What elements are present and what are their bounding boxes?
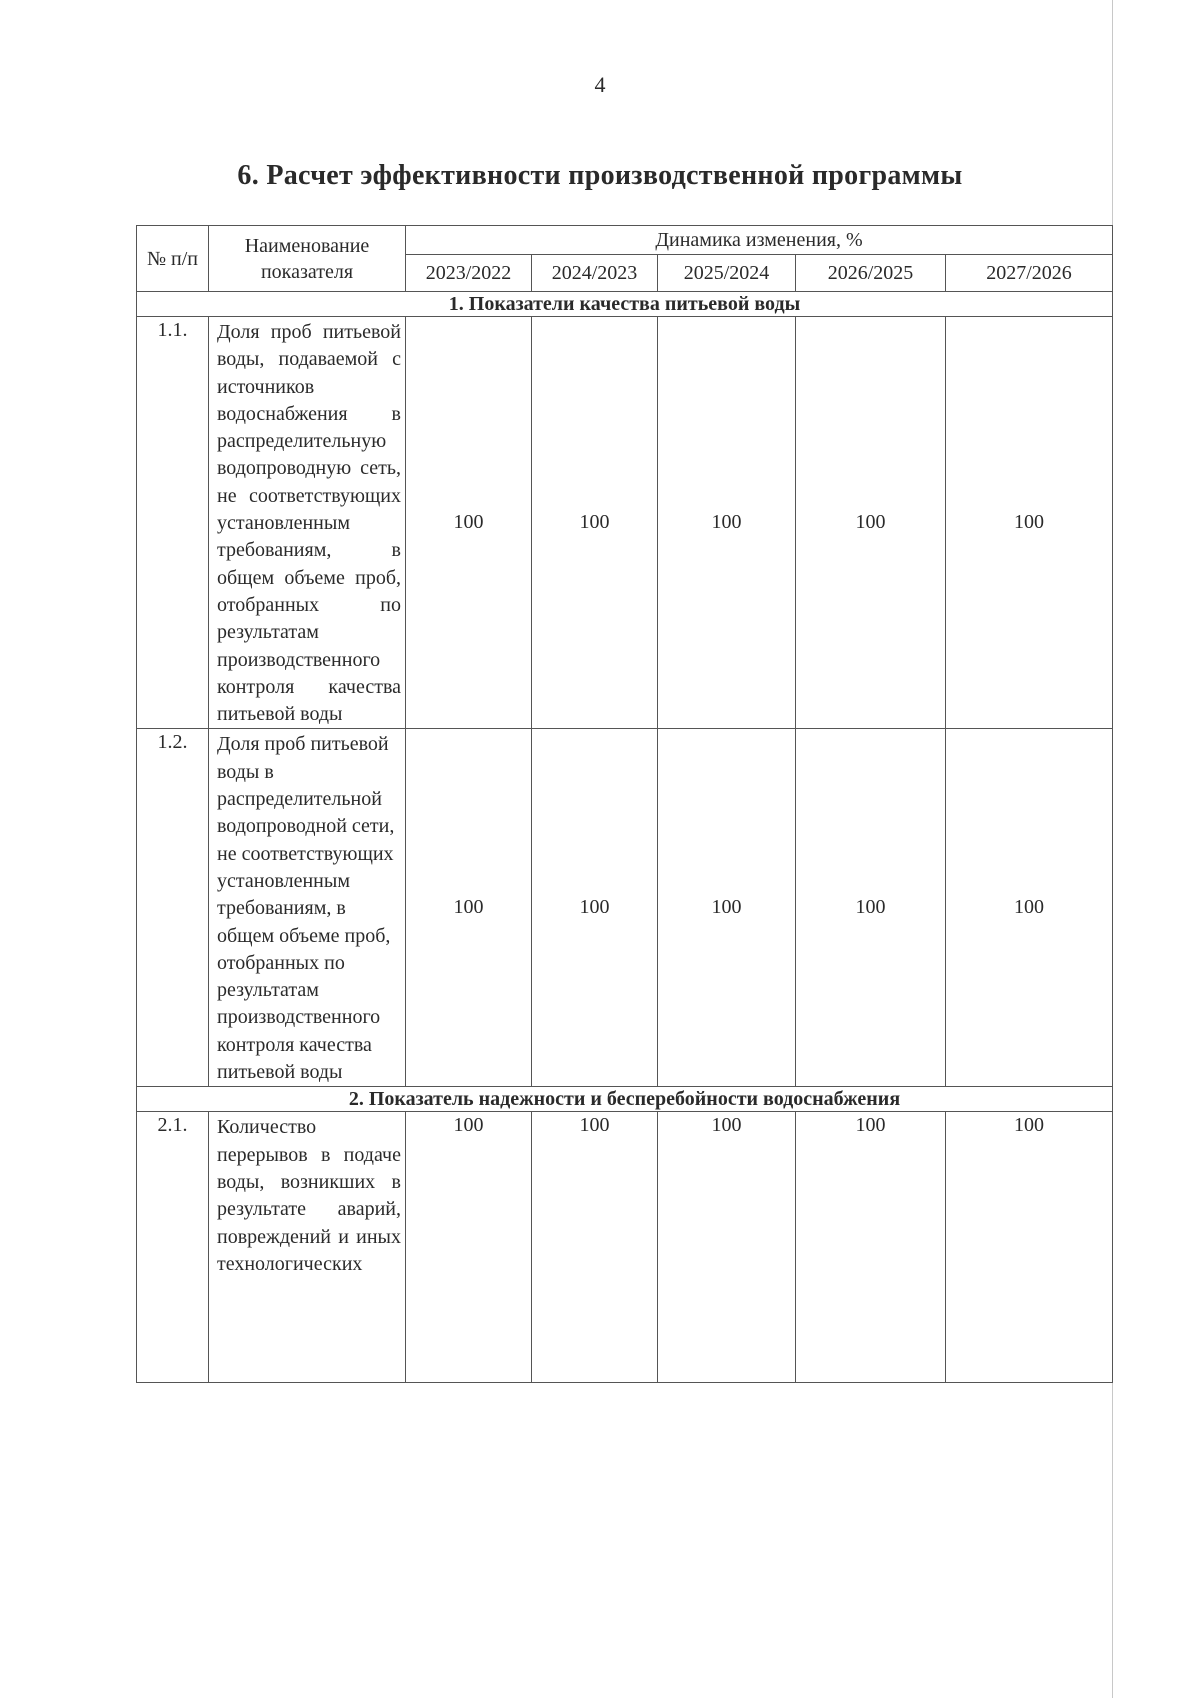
header-number: № п/п	[137, 226, 209, 292]
row-value: 100	[658, 1112, 796, 1383]
row-indicator-name: Количество перерывов в подаче воды, возникших в результате аварий, повреждений и иных технологических	[217, 1116, 401, 1275]
row-value: 100	[796, 317, 946, 729]
page-title: 6. Расчет эффективности производственной программы	[237, 160, 963, 191]
row-indicator-name: Доля проб питьевой воды, подаваемой с источников водоснабжения в распределительную водопроводную сеть, не соответствующих установленным требованиям, в общем объеме проб, отобранных по результатам производственного контроля качества питьевой воды	[209, 317, 406, 729]
row-value: 100	[796, 729, 946, 1087]
row-value: 100	[658, 317, 796, 729]
row-value: 100	[406, 729, 532, 1087]
row-indicator-cell	[209, 1112, 406, 1383]
row-value: 100	[658, 729, 796, 1087]
row-value: 100	[406, 1112, 532, 1383]
section-title: 2. Показатель надежности и бесперебойности водоснабжения	[137, 1087, 1113, 1112]
row-value: 100	[532, 1112, 658, 1383]
header-dynamics: Динамика изменения, %	[406, 226, 1113, 255]
page-number: 4	[594, 72, 606, 97]
header-year: 2024/2023	[532, 255, 658, 292]
row-number: 2.1.	[137, 1112, 209, 1383]
table-row	[137, 729, 1113, 1087]
header-year: 2027/2026	[946, 255, 1113, 292]
section-row	[137, 1087, 1113, 1112]
row-value: 100	[406, 317, 532, 729]
row-value: 100	[532, 317, 658, 729]
header-year: 2023/2022	[406, 255, 532, 292]
row-number: 1.2.	[137, 729, 209, 1087]
header-indicator-name: Наименование показателя	[209, 226, 406, 292]
table-row	[137, 317, 1113, 729]
table-row	[137, 1112, 1113, 1383]
row-value: 100	[946, 729, 1113, 1087]
row-value: 100	[946, 317, 1113, 729]
row-number: 1.1.	[137, 317, 209, 729]
row-value: 100	[532, 729, 658, 1087]
efficiency-table	[136, 225, 1113, 1383]
header-year: 2026/2025	[796, 255, 946, 292]
row-indicator-name: Доля проб питьевой воды в распределительной водопроводной сети, не соответствующих установленным требованиям, в общем объеме проб, отобранных по результатам производственного контроля качества питьевой воды	[209, 729, 406, 1087]
row-value: 100	[946, 1112, 1113, 1383]
section-title: 1. Показатели качества питьевой воды	[137, 292, 1113, 317]
header-year: 2025/2024	[658, 255, 796, 292]
section-row	[137, 292, 1113, 317]
row-value: 100	[796, 1112, 946, 1383]
